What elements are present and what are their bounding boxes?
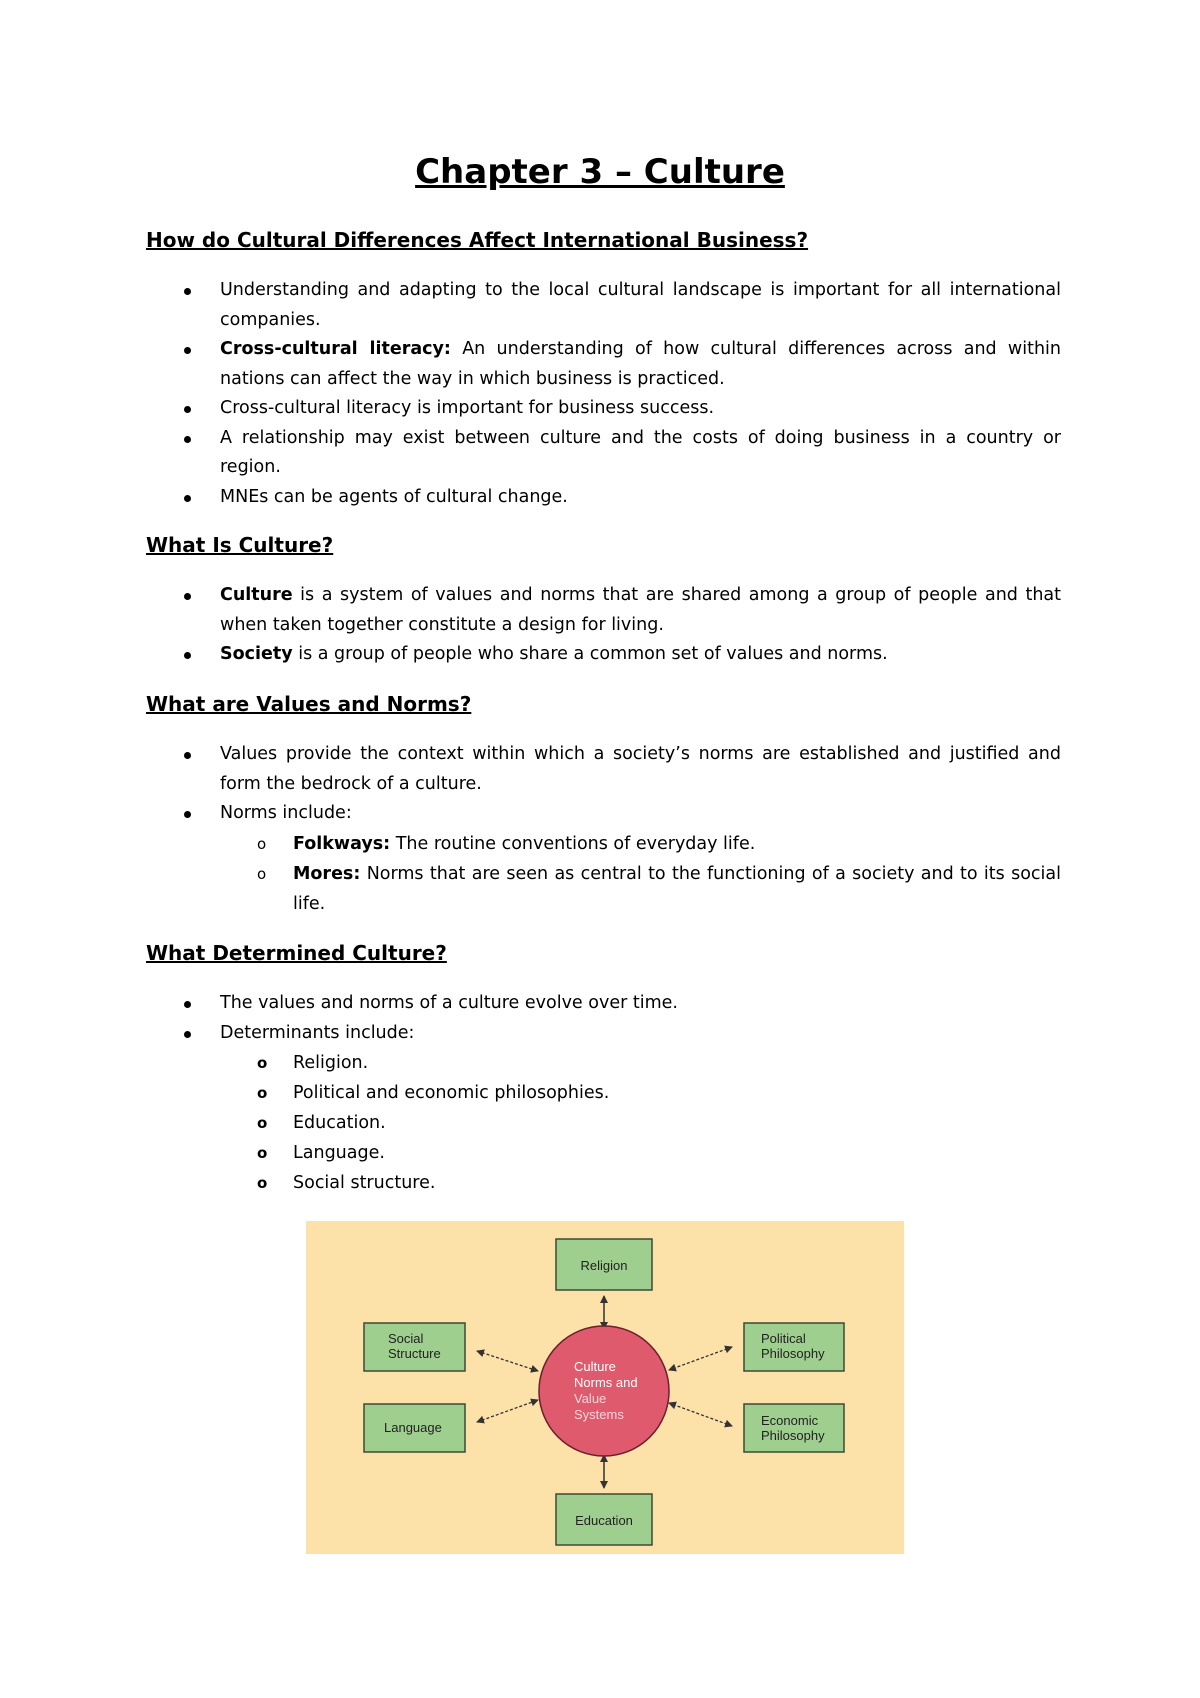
list-item bbox=[146, 1019, 1061, 1049]
list-item bbox=[146, 799, 1061, 829]
sub-list-item bbox=[146, 1048, 1061, 1078]
sub-bullet-icon: o bbox=[257, 1114, 268, 1132]
list-item bbox=[146, 335, 1061, 394]
node-economic-philosophy bbox=[744, 1404, 844, 1452]
node-label: Structure bbox=[388, 1346, 441, 1361]
center-label-line: Norms and bbox=[574, 1375, 638, 1390]
sub-bullet-icon: o bbox=[257, 1144, 268, 1162]
node-social-structure bbox=[364, 1323, 465, 1371]
bullet-icon bbox=[184, 406, 191, 413]
bullet-icon bbox=[184, 1031, 191, 1038]
bullet-list bbox=[146, 989, 1061, 1048]
item-text: Political and economic philosophies. bbox=[293, 1083, 610, 1103]
bullet-icon bbox=[184, 752, 191, 759]
list-item bbox=[146, 394, 1061, 424]
connector-economic-philosophy bbox=[669, 1403, 732, 1426]
item-text: Language. bbox=[293, 1143, 385, 1163]
bold-term: Society bbox=[220, 644, 293, 664]
list-item bbox=[146, 581, 1061, 640]
node-label: Language bbox=[384, 1420, 442, 1435]
item-text: A relationship may exist between culture and the costs of doing business in a country or region. bbox=[220, 427, 1061, 477]
bullet-list bbox=[146, 581, 1061, 670]
sub-list-item bbox=[146, 1078, 1061, 1108]
bullet-list bbox=[146, 740, 1061, 829]
list-item bbox=[146, 640, 1061, 670]
item-text: Cross-cultural literacy is important for business success. bbox=[220, 398, 715, 418]
item-text: Values provide the context within which a society’s norms are established and justified and form the bedrock of a culture. bbox=[220, 744, 1061, 794]
node-education bbox=[556, 1494, 652, 1545]
sub-bullet-icon: o bbox=[257, 1174, 268, 1192]
section-heading: What Is Culture? bbox=[146, 533, 334, 557]
node-label: Economic bbox=[761, 1413, 819, 1428]
node-label: Education bbox=[575, 1513, 633, 1528]
center-label-line: Culture bbox=[574, 1359, 616, 1374]
list-item bbox=[146, 424, 1061, 483]
item-text: An understanding of how cultural differences across and within nations can affect the way in which business is practiced. bbox=[220, 339, 1061, 389]
bullet-icon bbox=[184, 347, 191, 354]
bullet-icon bbox=[184, 495, 191, 502]
node-label: Social bbox=[388, 1331, 424, 1346]
sub-list bbox=[146, 1048, 1061, 1198]
section-heading: How do Cultural Differences Affect International Business? bbox=[146, 228, 809, 252]
sub-list-item bbox=[146, 829, 1061, 859]
list-item bbox=[146, 740, 1061, 799]
item-text: Norms that are seen as central to the functioning of a society and to its social life. bbox=[293, 863, 1061, 914]
bullet-icon bbox=[184, 652, 191, 659]
item-text: is a group of people who share a common set of values and norms. bbox=[292, 644, 888, 664]
center-label-line: Value bbox=[574, 1391, 607, 1406]
item-text: Norms include: bbox=[220, 803, 352, 823]
item-text: The values and norms of a culture evolve over time. bbox=[220, 993, 678, 1013]
item-text: Determinants include: bbox=[220, 1022, 415, 1043]
item-text: Understanding and adapting to the local cultural landscape is important for all international companies. bbox=[220, 280, 1061, 330]
page-title: Chapter 3 – Culture bbox=[415, 152, 785, 192]
item-text: Religion. bbox=[293, 1053, 369, 1073]
sub-list-item bbox=[146, 1138, 1061, 1168]
item-text: The routine conventions of everyday life. bbox=[390, 833, 756, 854]
node-label: Philosophy bbox=[761, 1346, 825, 1361]
bold-term: Cross-cultural literacy: bbox=[220, 339, 451, 359]
section-cultural-differences bbox=[146, 226, 1061, 512]
sub-list bbox=[146, 829, 1061, 919]
diagram-svg bbox=[306, 1221, 904, 1554]
bullet-icon bbox=[184, 811, 191, 818]
item-text: is a system of values and norms that are shared among a group of people and that when taken together constitute a design for living. bbox=[220, 585, 1061, 635]
bullet-list bbox=[146, 276, 1061, 512]
section-what-is-culture bbox=[146, 531, 1061, 670]
connector-language bbox=[477, 1400, 538, 1422]
bullet-icon bbox=[184, 436, 191, 443]
item-text: Education. bbox=[293, 1113, 386, 1133]
sub-bullet-icon: o bbox=[257, 834, 267, 853]
section-heading: What are Values and Norms? bbox=[146, 692, 472, 716]
connector-social-structure bbox=[477, 1351, 538, 1371]
item-text: MNEs can be agents of cultural change. bbox=[220, 486, 568, 507]
section-what-determined-culture bbox=[146, 939, 1061, 1198]
node-religion bbox=[556, 1239, 652, 1290]
bullet-icon bbox=[184, 593, 191, 600]
bullet-icon bbox=[184, 288, 191, 295]
node-political-philosophy bbox=[744, 1323, 844, 1371]
sub-list-item bbox=[146, 859, 1061, 919]
sub-bullet-icon: o bbox=[257, 864, 267, 883]
bold-term: Folkways: bbox=[293, 833, 391, 854]
sub-bullet-icon: o bbox=[257, 1054, 268, 1072]
node-label: Political bbox=[761, 1331, 806, 1346]
connector-political-philosophy bbox=[669, 1347, 732, 1370]
list-item bbox=[146, 276, 1061, 335]
culture-determinants-diagram bbox=[306, 1221, 904, 1554]
node-label: Philosophy bbox=[761, 1428, 825, 1443]
sub-bullet-icon: o bbox=[257, 1084, 268, 1102]
sub-list-item bbox=[146, 1168, 1061, 1198]
center-label-line: Systems bbox=[574, 1407, 624, 1422]
list-item bbox=[146, 989, 1061, 1019]
section-heading: What Determined Culture? bbox=[146, 941, 447, 965]
sub-list-item bbox=[146, 1108, 1061, 1138]
bold-term: Culture bbox=[220, 585, 293, 605]
bold-term: Mores: bbox=[293, 863, 361, 884]
node-label: Religion bbox=[580, 1258, 628, 1273]
node-language bbox=[364, 1404, 465, 1452]
section-values-and-norms bbox=[146, 690, 1061, 919]
bullet-icon bbox=[184, 1001, 191, 1008]
list-item bbox=[146, 483, 1061, 513]
item-text: Social structure. bbox=[293, 1173, 436, 1193]
